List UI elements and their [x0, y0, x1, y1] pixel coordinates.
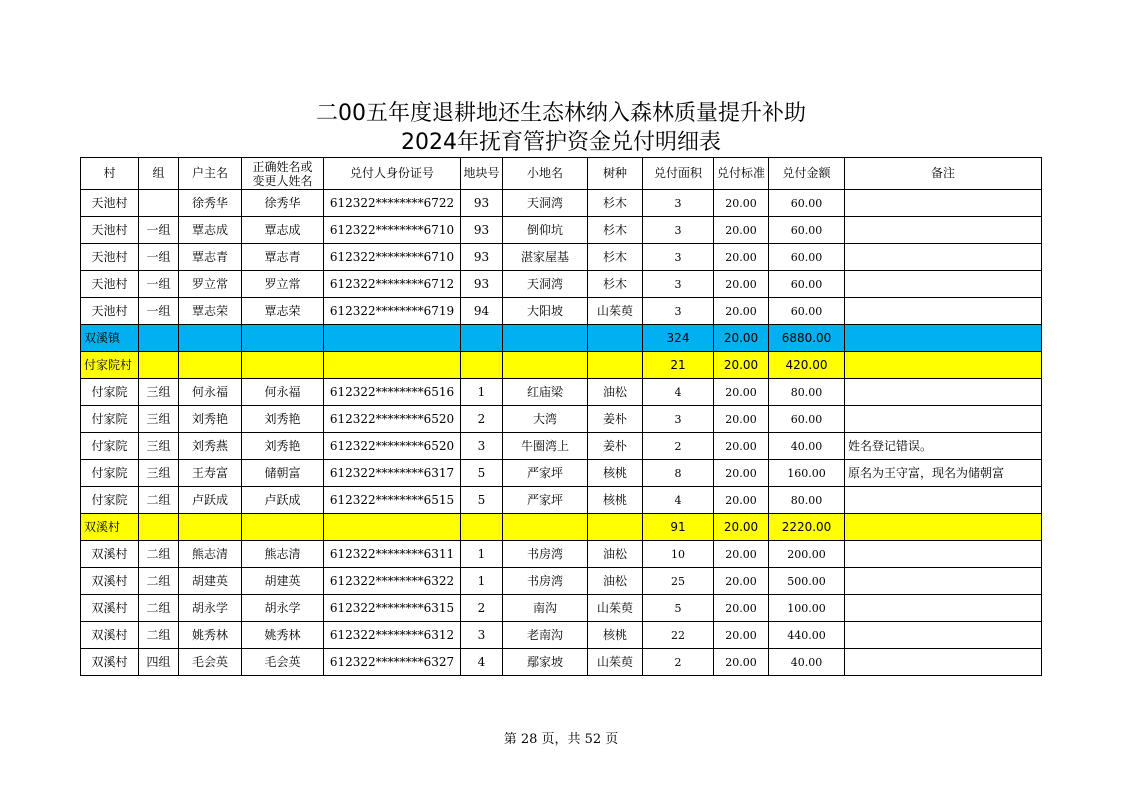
cell-group: 一组 [139, 271, 179, 298]
cell-village: 双溪村 [81, 622, 139, 649]
cell-remarks [845, 325, 1042, 352]
cell-plot-number: 93 [461, 244, 503, 271]
cell-id-number: 612322********6312 [324, 622, 461, 649]
cell-id-number [324, 325, 461, 352]
table-row [81, 487, 1042, 514]
summary-row [81, 514, 1042, 541]
cell-remarks [845, 622, 1042, 649]
cell-id-number: 612322********6311 [324, 541, 461, 568]
cell-amount: 6880.00 [769, 325, 845, 352]
cell-tree-species: 核桃 [588, 487, 643, 514]
cell-place-name: 天洞湾 [503, 190, 588, 217]
cell-village: 天池村 [81, 190, 139, 217]
cell-village: 天池村 [81, 271, 139, 298]
cell-area: 21 [643, 352, 714, 379]
cell-householder [179, 325, 242, 352]
cell-amount: 420.00 [769, 352, 845, 379]
cell-householder: 卢跃成 [179, 487, 242, 514]
cell-village: 双溪镇 [81, 325, 139, 352]
cell-corrected-name: 刘秀艳 [242, 406, 324, 433]
cell-amount: 80.00 [769, 379, 845, 406]
document-title-line2: 2024年抚育管护资金兑付明细表 [401, 130, 721, 155]
cell-place-name: 老南沟 [503, 622, 588, 649]
header-area: 兑付面积 [643, 158, 714, 190]
cell-remarks [845, 514, 1042, 541]
cell-amount: 60.00 [769, 298, 845, 325]
cell-standard: 20.00 [714, 514, 769, 541]
cell-group: 二组 [139, 487, 179, 514]
cell-householder: 姚秀林 [179, 622, 242, 649]
cell-group: 三组 [139, 433, 179, 460]
cell-plot-number: 3 [461, 433, 503, 460]
cell-area: 5 [643, 595, 714, 622]
header-tree-species: 树种 [588, 158, 643, 190]
table-row [81, 298, 1042, 325]
cell-corrected-name: 覃志荣 [242, 298, 324, 325]
cell-householder: 胡建英 [179, 568, 242, 595]
cell-place-name: 大湾 [503, 406, 588, 433]
header-standard: 兑付标准 [714, 158, 769, 190]
cell-corrected-name: 姚秀林 [242, 622, 324, 649]
cell-householder [179, 352, 242, 379]
table-row [81, 622, 1042, 649]
cell-id-number: 612322********6515 [324, 487, 461, 514]
cell-plot-number: 5 [461, 487, 503, 514]
cell-standard: 20.00 [714, 190, 769, 217]
cell-tree-species: 姜朴 [588, 406, 643, 433]
cell-householder: 胡永学 [179, 595, 242, 622]
cell-remarks [845, 271, 1042, 298]
cell-village: 付家院 [81, 487, 139, 514]
cell-place-name [503, 514, 588, 541]
cell-id-number: 612322********6520 [324, 433, 461, 460]
cell-standard: 20.00 [714, 406, 769, 433]
table-row [81, 595, 1042, 622]
table-row [81, 568, 1042, 595]
cell-group: 三组 [139, 460, 179, 487]
cell-amount: 40.00 [769, 433, 845, 460]
document-title-line1: 二00五年度退耕地还生态林纳入森林质量提升补助 [316, 101, 806, 126]
cell-tree-species: 山茱萸 [588, 595, 643, 622]
cell-group: 一组 [139, 217, 179, 244]
cell-village: 付家院村 [81, 352, 139, 379]
cell-plot-number: 3 [461, 622, 503, 649]
cell-id-number: 612322********6322 [324, 568, 461, 595]
cell-plot-number: 2 [461, 406, 503, 433]
cell-id-number: 612322********6315 [324, 595, 461, 622]
cell-householder: 毛会英 [179, 649, 242, 676]
cell-remarks [845, 406, 1042, 433]
cell-standard: 20.00 [714, 541, 769, 568]
cell-village: 天池村 [81, 244, 139, 271]
cell-amount: 100.00 [769, 595, 845, 622]
cell-place-name: 大阳坡 [503, 298, 588, 325]
cell-village: 双溪村 [81, 595, 139, 622]
cell-standard: 20.00 [714, 379, 769, 406]
cell-remarks: 姓名登记错误。 [845, 433, 1042, 460]
table-row [81, 541, 1042, 568]
cell-householder: 何永福 [179, 379, 242, 406]
header-corrected-name [242, 158, 324, 190]
summary-row [81, 325, 1042, 352]
cell-id-number: 612322********6710 [324, 244, 461, 271]
page-footer: 第 28 页，共 52 页 [503, 732, 619, 747]
cell-village: 付家院 [81, 433, 139, 460]
cell-standard: 20.00 [714, 325, 769, 352]
cell-standard: 20.00 [714, 217, 769, 244]
cell-area: 8 [643, 460, 714, 487]
cell-tree-species: 杉木 [588, 217, 643, 244]
cell-corrected-name: 毛会英 [242, 649, 324, 676]
cell-householder [179, 514, 242, 541]
cell-standard: 20.00 [714, 433, 769, 460]
cell-id-number [324, 352, 461, 379]
cell-area: 2 [643, 649, 714, 676]
cell-place-name: 倒仰坑 [503, 217, 588, 244]
cell-householder: 刘秀艳 [179, 406, 242, 433]
cell-amount: 40.00 [769, 649, 845, 676]
cell-place-name [503, 352, 588, 379]
cell-tree-species [588, 352, 643, 379]
cell-remarks [845, 190, 1042, 217]
cell-place-name: 书房湾 [503, 541, 588, 568]
cell-householder: 徐秀华 [179, 190, 242, 217]
cell-corrected-name: 罗立常 [242, 271, 324, 298]
cell-tree-species: 山茱萸 [588, 298, 643, 325]
cell-corrected-name: 卢跃成 [242, 487, 324, 514]
cell-village: 双溪村 [81, 541, 139, 568]
cell-remarks [845, 379, 1042, 406]
cell-id-number: 612322********6719 [324, 298, 461, 325]
cell-area: 3 [643, 217, 714, 244]
cell-standard: 20.00 [714, 649, 769, 676]
cell-plot-number: 1 [461, 379, 503, 406]
cell-standard: 20.00 [714, 244, 769, 271]
cell-id-number: 612322********6712 [324, 271, 461, 298]
cell-remarks [845, 541, 1042, 568]
cell-plot-number [461, 514, 503, 541]
cell-plot-number: 2 [461, 595, 503, 622]
cell-village: 双溪村 [81, 649, 139, 676]
cell-standard: 20.00 [714, 622, 769, 649]
cell-group: 一组 [139, 244, 179, 271]
cell-remarks [845, 568, 1042, 595]
cell-area: 4 [643, 487, 714, 514]
cell-standard: 20.00 [714, 352, 769, 379]
cell-corrected-name [242, 352, 324, 379]
cell-plot-number: 1 [461, 541, 503, 568]
cell-corrected-name: 胡建英 [242, 568, 324, 595]
cell-amount: 60.00 [769, 190, 845, 217]
cell-area: 10 [643, 541, 714, 568]
cell-standard: 20.00 [714, 298, 769, 325]
cell-place-name: 南沟 [503, 595, 588, 622]
summary-row [81, 352, 1042, 379]
table-row [81, 460, 1042, 487]
header-plot-number: 地块号 [461, 158, 503, 190]
cell-area: 4 [643, 379, 714, 406]
cell-remarks [845, 352, 1042, 379]
cell-amount: 60.00 [769, 244, 845, 271]
table-row [81, 406, 1042, 433]
cell-householder: 王寿富 [179, 460, 242, 487]
cell-id-number [324, 514, 461, 541]
cell-group: 三组 [139, 379, 179, 406]
cell-tree-species: 姜朴 [588, 433, 643, 460]
cell-standard: 20.00 [714, 460, 769, 487]
cell-group: 二组 [139, 568, 179, 595]
cell-remarks [845, 298, 1042, 325]
cell-plot-number: 1 [461, 568, 503, 595]
cell-group [139, 352, 179, 379]
cell-village: 双溪村 [81, 568, 139, 595]
payment-detail-table [80, 157, 1042, 676]
cell-householder: 刘秀燕 [179, 433, 242, 460]
cell-area: 3 [643, 244, 714, 271]
cell-standard: 20.00 [714, 595, 769, 622]
cell-tree-species: 油松 [588, 541, 643, 568]
cell-remarks [845, 244, 1042, 271]
cell-group: 二组 [139, 595, 179, 622]
cell-corrected-name [242, 514, 324, 541]
cell-householder: 覃志荣 [179, 298, 242, 325]
cell-tree-species [588, 325, 643, 352]
cell-corrected-name: 徐秀华 [242, 190, 324, 217]
cell-place-name: 鄢家坡 [503, 649, 588, 676]
cell-village: 付家院 [81, 460, 139, 487]
cell-group [139, 190, 179, 217]
cell-tree-species: 山茱萸 [588, 649, 643, 676]
cell-householder: 熊志清 [179, 541, 242, 568]
cell-householder: 罗立常 [179, 271, 242, 298]
cell-standard: 20.00 [714, 271, 769, 298]
cell-plot-number: 93 [461, 217, 503, 244]
cell-group: 一组 [139, 298, 179, 325]
cell-place-name [503, 325, 588, 352]
cell-plot-number: 93 [461, 190, 503, 217]
cell-area: 3 [643, 406, 714, 433]
table-row [81, 217, 1042, 244]
cell-village: 付家院 [81, 379, 139, 406]
cell-remarks [845, 217, 1042, 244]
cell-amount: 60.00 [769, 406, 845, 433]
cell-householder: 覃志成 [179, 217, 242, 244]
cell-amount: 2220.00 [769, 514, 845, 541]
cell-group: 二组 [139, 622, 179, 649]
cell-place-name: 书房湾 [503, 568, 588, 595]
cell-tree-species: 核桃 [588, 460, 643, 487]
cell-corrected-name: 熊志清 [242, 541, 324, 568]
cell-standard: 20.00 [714, 487, 769, 514]
cell-place-name: 湛家屋基 [503, 244, 588, 271]
table-header-row [81, 158, 1042, 190]
cell-tree-species: 油松 [588, 379, 643, 406]
cell-plot-number [461, 325, 503, 352]
cell-village: 付家院 [81, 406, 139, 433]
cell-village: 天池村 [81, 298, 139, 325]
cell-amount: 60.00 [769, 217, 845, 244]
cell-householder: 覃志青 [179, 244, 242, 271]
cell-remarks: 原名为王守富，现名为储朝富 [845, 460, 1042, 487]
cell-tree-species: 核桃 [588, 622, 643, 649]
cell-area: 22 [643, 622, 714, 649]
cell-group: 四组 [139, 649, 179, 676]
cell-corrected-name: 胡永学 [242, 595, 324, 622]
cell-area: 91 [643, 514, 714, 541]
cell-id-number: 612322********6710 [324, 217, 461, 244]
cell-area: 3 [643, 298, 714, 325]
cell-place-name: 天洞湾 [503, 271, 588, 298]
cell-tree-species: 杉木 [588, 271, 643, 298]
cell-plot-number: 93 [461, 271, 503, 298]
cell-plot-number: 4 [461, 649, 503, 676]
cell-place-name: 严家坪 [503, 460, 588, 487]
cell-corrected-name [242, 325, 324, 352]
cell-village: 双溪村 [81, 514, 139, 541]
cell-area: 3 [643, 271, 714, 298]
table-row [81, 649, 1042, 676]
cell-corrected-name: 刘秀艳 [242, 433, 324, 460]
cell-id-number: 612322********6516 [324, 379, 461, 406]
cell-corrected-name: 何永福 [242, 379, 324, 406]
cell-group [139, 514, 179, 541]
cell-tree-species [588, 514, 643, 541]
cell-tree-species: 杉木 [588, 190, 643, 217]
cell-id-number: 612322********6722 [324, 190, 461, 217]
cell-amount: 440.00 [769, 622, 845, 649]
cell-corrected-name: 覃志成 [242, 217, 324, 244]
header-group: 组 [139, 158, 179, 190]
cell-remarks [845, 595, 1042, 622]
header-village: 村 [81, 158, 139, 190]
cell-group: 二组 [139, 541, 179, 568]
cell-place-name: 牛圈湾上 [503, 433, 588, 460]
cell-area: 324 [643, 325, 714, 352]
cell-remarks [845, 487, 1042, 514]
cell-amount: 500.00 [769, 568, 845, 595]
table-row [81, 433, 1042, 460]
header-amount: 兑付金额 [769, 158, 845, 190]
cell-id-number: 612322********6327 [324, 649, 461, 676]
cell-remarks [845, 649, 1042, 676]
cell-plot-number [461, 352, 503, 379]
table-row [81, 244, 1042, 271]
cell-plot-number: 5 [461, 460, 503, 487]
table-row [81, 271, 1042, 298]
cell-amount: 60.00 [769, 271, 845, 298]
cell-area: 3 [643, 190, 714, 217]
cell-amount: 200.00 [769, 541, 845, 568]
cell-amount: 80.00 [769, 487, 845, 514]
cell-id-number: 612322********6317 [324, 460, 461, 487]
cell-amount: 160.00 [769, 460, 845, 487]
cell-standard: 20.00 [714, 568, 769, 595]
header-id-number: 兑付人身份证号 [324, 158, 461, 190]
cell-place-name: 红庙梁 [503, 379, 588, 406]
header-corrected-name-label: 正确姓名或变更人姓名 [252, 159, 313, 188]
header-householder: 户主名 [179, 158, 242, 190]
cell-place-name: 严家坪 [503, 487, 588, 514]
cell-tree-species: 杉木 [588, 244, 643, 271]
table-row [81, 190, 1042, 217]
cell-corrected-name: 覃志青 [242, 244, 324, 271]
cell-group: 三组 [139, 406, 179, 433]
cell-corrected-name: 储朝富 [242, 460, 324, 487]
header-place-name: 小地名 [503, 158, 588, 190]
cell-group [139, 325, 179, 352]
header-remarks: 备注 [845, 158, 1042, 190]
table-row [81, 379, 1042, 406]
cell-area: 25 [643, 568, 714, 595]
cell-village: 天池村 [81, 217, 139, 244]
cell-tree-species: 油松 [588, 568, 643, 595]
cell-plot-number: 94 [461, 298, 503, 325]
cell-id-number: 612322********6520 [324, 406, 461, 433]
cell-area: 2 [643, 433, 714, 460]
